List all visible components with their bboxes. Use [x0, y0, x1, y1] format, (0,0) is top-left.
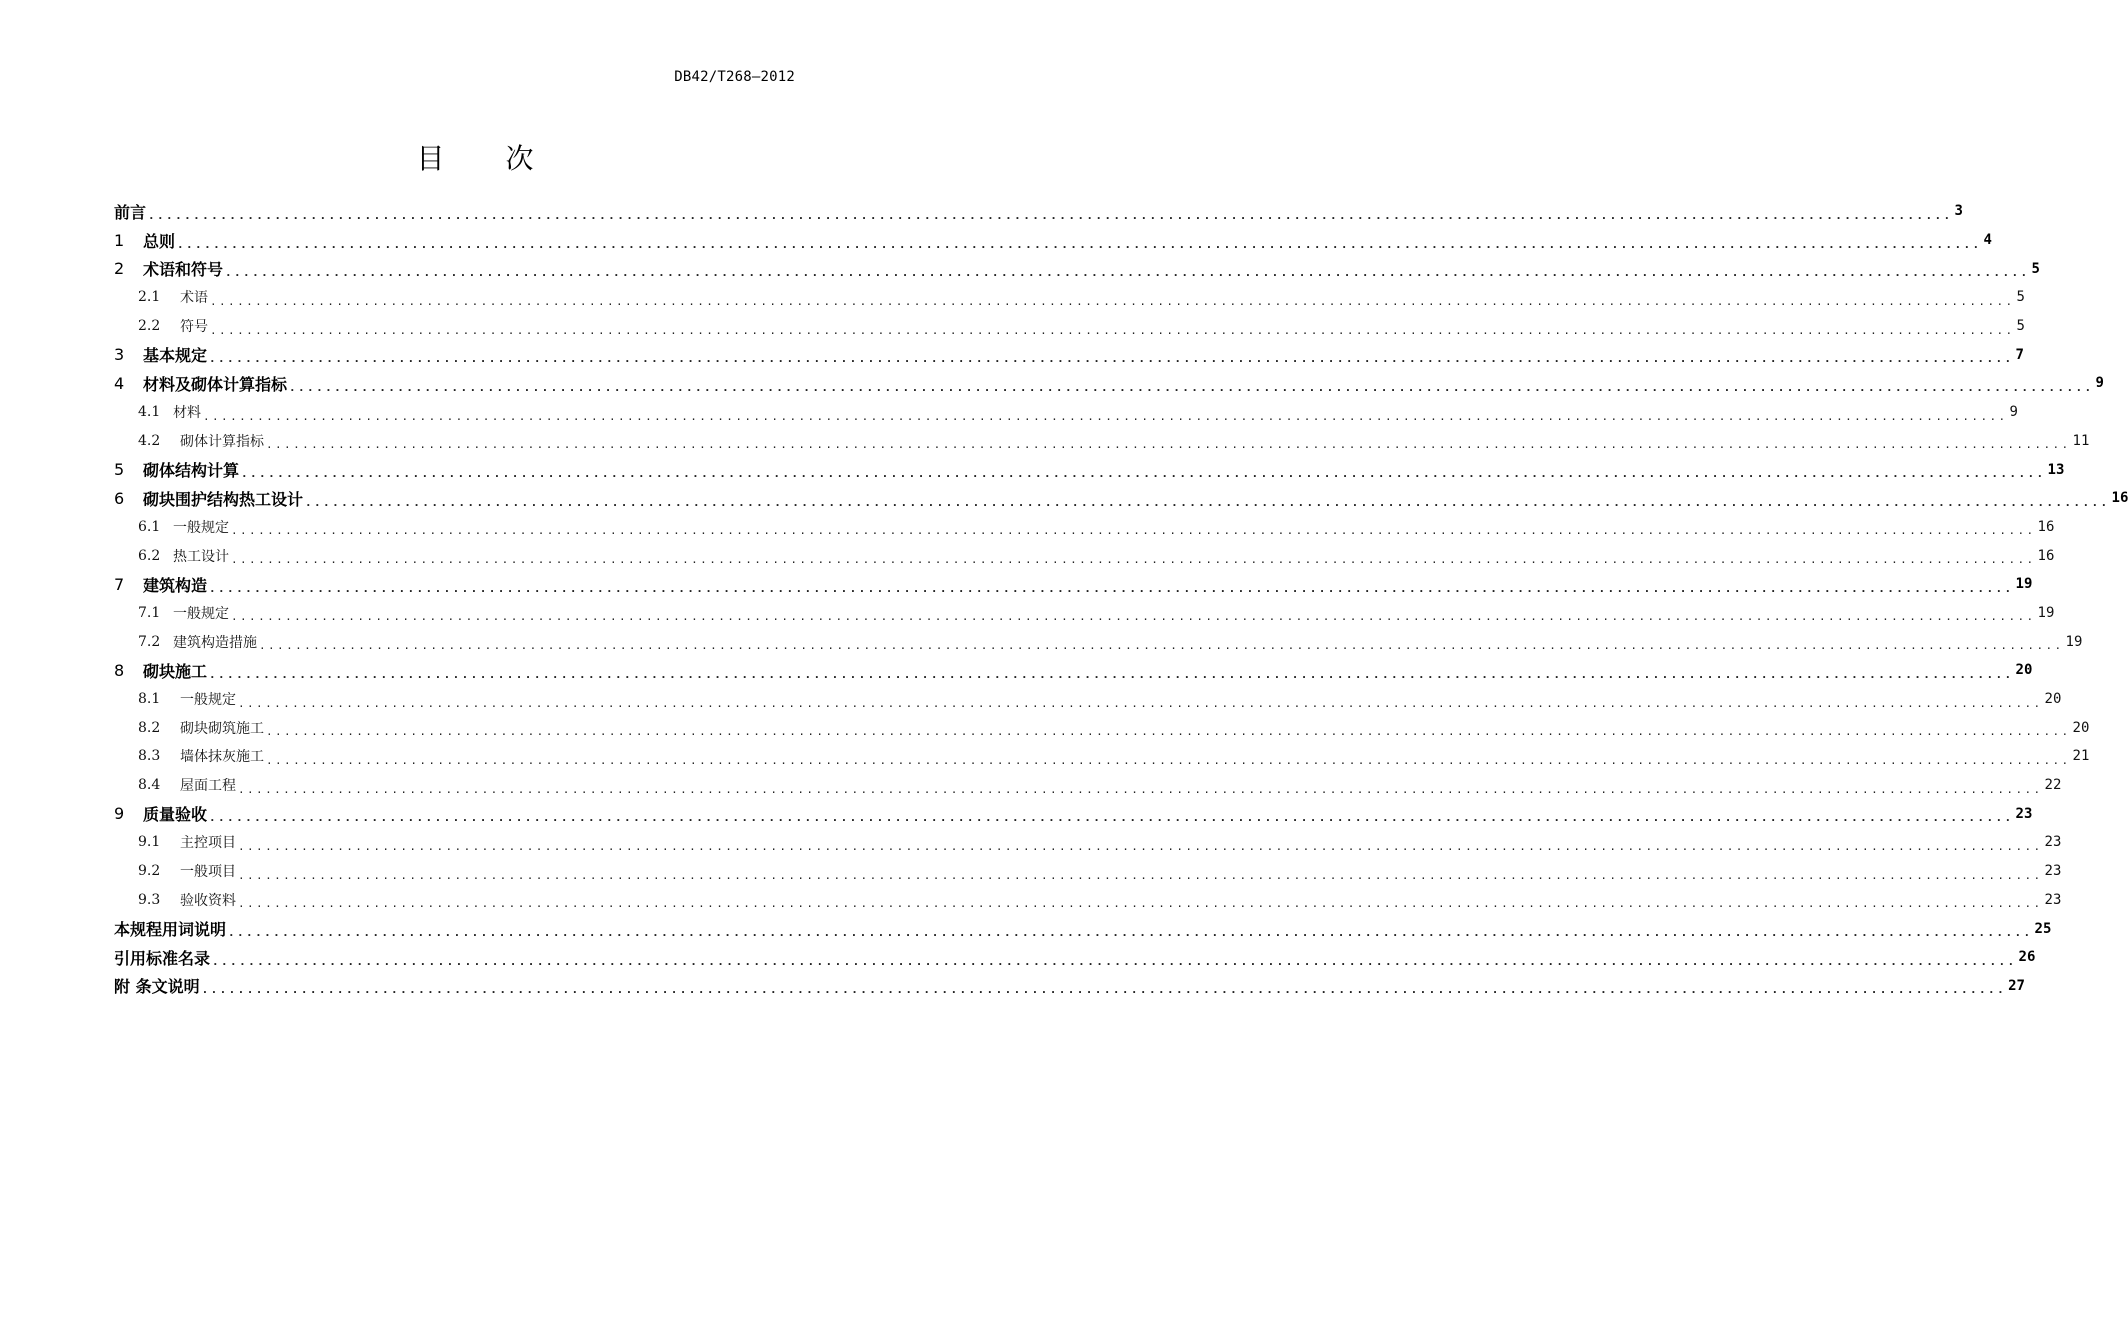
- toc-entry-page: 26: [2018, 949, 2036, 966]
- toc-entry-number: 4: [114, 373, 125, 393]
- toc-entry-page: 19: [2065, 633, 2083, 650]
- toc-entry-label: 前言: [114, 202, 147, 222]
- toc-entry-number: 8.2: [138, 719, 161, 736]
- toc-entry[interactable]: [114, 283, 2025, 312]
- toc-dot-leader: ........................................................................................................................................................................................................: [266, 753, 2071, 767]
- toc-entry-number: 4.2: [138, 432, 161, 449]
- toc-entry-number: 2.2: [138, 318, 161, 335]
- toc-entry-label: 术语和符号: [143, 260, 224, 280]
- toc-entry-label: 建筑构造: [143, 575, 208, 595]
- toc-entry-page: 5: [2016, 289, 2025, 306]
- toc-entry-page: 16: [2037, 547, 2055, 564]
- toc-dot-leader: ........................................................................................................................................................................................................: [238, 868, 2043, 882]
- toc-entry[interactable]: [114, 857, 2062, 886]
- toc-entry[interactable]: [114, 943, 2036, 972]
- toc-dot-leader: ........................................................................................................................................................................................................: [238, 897, 2043, 911]
- toc-entry-label: 砌块砌筑施工: [180, 720, 264, 737]
- toc-entry-page: 27: [2008, 977, 2025, 994]
- toc-entry-number: 1: [114, 230, 125, 250]
- toc-entry-label: 砌块围护结构热工设计: [143, 489, 304, 509]
- toc-entry-label: 符号: [180, 319, 208, 336]
- toc-entry[interactable]: [114, 656, 2033, 685]
- toc-entry-number: 4.1: [138, 404, 161, 421]
- toc-entry[interactable]: [114, 599, 2055, 628]
- toc-entry-label: 术语: [180, 290, 208, 307]
- toc-entry-page: 5: [2016, 318, 2025, 335]
- toc-entry-page: 9: [2095, 375, 2104, 392]
- toc-entry-number: 3: [114, 345, 125, 365]
- toc-entry-number: 8: [114, 660, 125, 680]
- toc-dot-leader: ........................................................................................................................................................................................................: [266, 725, 2071, 739]
- toc-entry-page: 21: [2072, 748, 2090, 765]
- toc-entry[interactable]: [114, 484, 2128, 513]
- toc-entry-page: 13: [2047, 461, 2065, 478]
- toc-entry-page: 16: [2037, 518, 2055, 535]
- toc-entry[interactable]: [114, 828, 2062, 857]
- toc-entry-number: 8.1: [138, 691, 161, 708]
- toc-dot-leader: ........................................................................................................................................................................................................: [231, 524, 2036, 538]
- toc-dot-leader: ........................................................................................................................................................................................................: [225, 266, 2030, 280]
- toc-entry-number: 6.1: [138, 518, 161, 535]
- toc-entry-number: 6: [114, 488, 125, 508]
- toc-dot-leader: ........................................................................................................................................................................................................: [259, 639, 2064, 653]
- toc-dot-leader: ........................................................................................................................................................................................................: [266, 438, 2071, 452]
- toc-entry-page: 23: [2044, 891, 2062, 908]
- toc-entry-page: 3: [1954, 203, 1963, 220]
- toc-entry[interactable]: [114, 455, 2065, 484]
- toc-entry-page: 20: [2044, 691, 2062, 708]
- toc-entry-number: 5: [114, 460, 125, 480]
- toc-entry-label: 建筑构造措施: [173, 634, 257, 651]
- toc-entry-page: 7: [2015, 346, 2024, 363]
- toc-entry-label: 主控项目: [180, 835, 236, 852]
- toc-dot-leader: ........................................................................................................................................................................................................: [238, 696, 2043, 710]
- toc-entry-label: 砌块施工: [143, 661, 208, 681]
- toc-entry[interactable]: [114, 513, 2055, 542]
- toc-entry-label: 一般规定: [180, 692, 236, 709]
- toc-entry[interactable]: [114, 427, 2090, 456]
- toc-entry-number: 7: [114, 574, 125, 594]
- toc-entry-label: 本规程用词说明: [114, 920, 227, 940]
- toc-entry-page: 23: [2044, 834, 2062, 851]
- table-of-contents: [114, 197, 2128, 1000]
- toc-entry-label: 引用标准名录: [114, 948, 211, 968]
- toc-entry[interactable]: [114, 914, 2052, 943]
- toc-entry-label: 砌体结构计算: [143, 461, 240, 481]
- toc-dot-leader: ........................................................................................................................................................................................................: [177, 237, 1982, 251]
- standard-code: DB42/T268—2012: [674, 69, 795, 85]
- toc-entry-number: 9.1: [138, 834, 161, 851]
- toc-entry-number: 8.4: [138, 777, 161, 794]
- toc-entry-label: 一般项目: [180, 864, 236, 881]
- toc-entry-label: 屋面工程: [180, 778, 236, 795]
- toc-entry-number: 2: [114, 259, 125, 279]
- toc-entry-label: 质量验收: [143, 805, 208, 825]
- toc-dot-leader: ........................................................................................................................................................................................................: [209, 352, 2014, 366]
- toc-dot-leader: ........................................................................................................................................................................................................: [238, 782, 2043, 796]
- toc-entry-label: 材料: [173, 405, 201, 422]
- toc-dot-leader: ........................................................................................................................................................................................................: [305, 495, 2110, 509]
- toc-entry[interactable]: [114, 197, 1963, 226]
- toc-entry[interactable]: [114, 312, 2025, 341]
- toc-entry-number: 2.1: [138, 289, 161, 306]
- toc-entry[interactable]: [114, 570, 2033, 599]
- toc-entry[interactable]: [114, 627, 2083, 656]
- toc-entry-page: 11: [2072, 432, 2090, 449]
- toc-entry-page: 20: [2015, 662, 2033, 679]
- toc-entry-page: 19: [2037, 604, 2055, 621]
- toc-entry[interactable]: [114, 713, 2090, 742]
- toc-entry[interactable]: [114, 398, 2018, 427]
- toc-entry-number: 9.3: [138, 891, 161, 908]
- toc-dot-leader: ........................................................................................................................................................................................................: [212, 954, 2017, 968]
- toc-entry-page: 16: [2111, 490, 2128, 507]
- toc-entry-label: 附 条文说明: [114, 977, 200, 997]
- toc-dot-leader: ........................................................................................................................................................................................................: [203, 409, 2008, 423]
- toc-entry-number: 9: [114, 804, 125, 824]
- toc-entry-number: 9.2: [138, 863, 161, 880]
- toc-entry-label: 基本规定: [143, 346, 208, 366]
- toc-dot-leader: ........................................................................................................................................................................................................: [210, 294, 2015, 308]
- toc-dot-leader: ........................................................................................................................................................................................................: [209, 667, 2014, 681]
- toc-dot-leader: ........................................................................................................................................................................................................: [209, 811, 2014, 825]
- toc-entry[interactable]: [114, 340, 2024, 369]
- toc-entry-label: 材料及砌体计算指标: [143, 374, 288, 394]
- toc-entry-number: 7.2: [138, 633, 161, 650]
- toc-entry[interactable]: [114, 886, 2062, 915]
- toc-dot-leader: ........................................................................................................................................................................................................: [241, 467, 2046, 481]
- toc-entry-label: 一般规定: [173, 605, 229, 622]
- toc-entry-page: 25: [2034, 920, 2052, 937]
- toc-entry-page: 5: [2031, 260, 2040, 277]
- toc-entry-page: 23: [2044, 863, 2062, 880]
- toc-entry[interactable]: [114, 685, 2062, 714]
- toc-entry[interactable]: [114, 799, 2033, 828]
- toc-entry-label: 热工设计: [173, 548, 229, 565]
- toc-dot-leader: ........................................................................................................................................................................................................: [201, 983, 2007, 997]
- toc-dot-leader: ........................................................................................................................................................................................................: [228, 926, 2033, 940]
- toc-entry-page: 9: [2009, 404, 2018, 421]
- toc-dot-leader: ........................................................................................................................................................................................................: [289, 380, 2094, 394]
- toc-dot-leader: ........................................................................................................................................................................................................: [209, 581, 2014, 595]
- toc-entry-page: 23: [2015, 805, 2033, 822]
- toc-entry[interactable]: [114, 541, 2055, 570]
- toc-dot-leader: ........................................................................................................................................................................................................: [231, 610, 2036, 624]
- toc-entry-number: 7.1: [138, 604, 161, 621]
- toc-entry-label: 砌体计算指标: [180, 433, 264, 450]
- toc-entry-label: 一般规定: [173, 519, 229, 536]
- toc-entry[interactable]: [114, 369, 2104, 398]
- toc-entry-number: 8.3: [138, 748, 161, 765]
- toc-dot-leader: ........................................................................................................................................................................................................: [231, 553, 2036, 567]
- toc-entry-page: 20: [2072, 719, 2090, 736]
- toc-dot-leader: ........................................................................................................................................................................................................: [210, 323, 2015, 337]
- toc-entry[interactable]: [114, 254, 2040, 283]
- toc-entry-label: 墙体抹灰施工: [180, 749, 264, 766]
- toc-dot-leader: ........................................................................................................................................................................................................: [238, 839, 2043, 853]
- toc-entry-label: 验收资料: [180, 892, 236, 909]
- toc-entry[interactable]: [114, 972, 2025, 1001]
- page-title: 目 次: [416, 141, 560, 175]
- toc-dot-leader: ........................................................................................................................................................................................................: [148, 208, 1953, 222]
- toc-entry[interactable]: [114, 226, 1992, 255]
- toc-entry-page: 22: [2044, 777, 2062, 794]
- toc-entry[interactable]: [114, 771, 2062, 800]
- toc-entry-number: 6.2: [138, 547, 161, 564]
- toc-entry[interactable]: [114, 742, 2090, 771]
- toc-entry-label: 总则: [143, 231, 176, 251]
- toc-entry-page: 4: [1983, 232, 1992, 249]
- toc-entry-page: 19: [2015, 576, 2033, 593]
